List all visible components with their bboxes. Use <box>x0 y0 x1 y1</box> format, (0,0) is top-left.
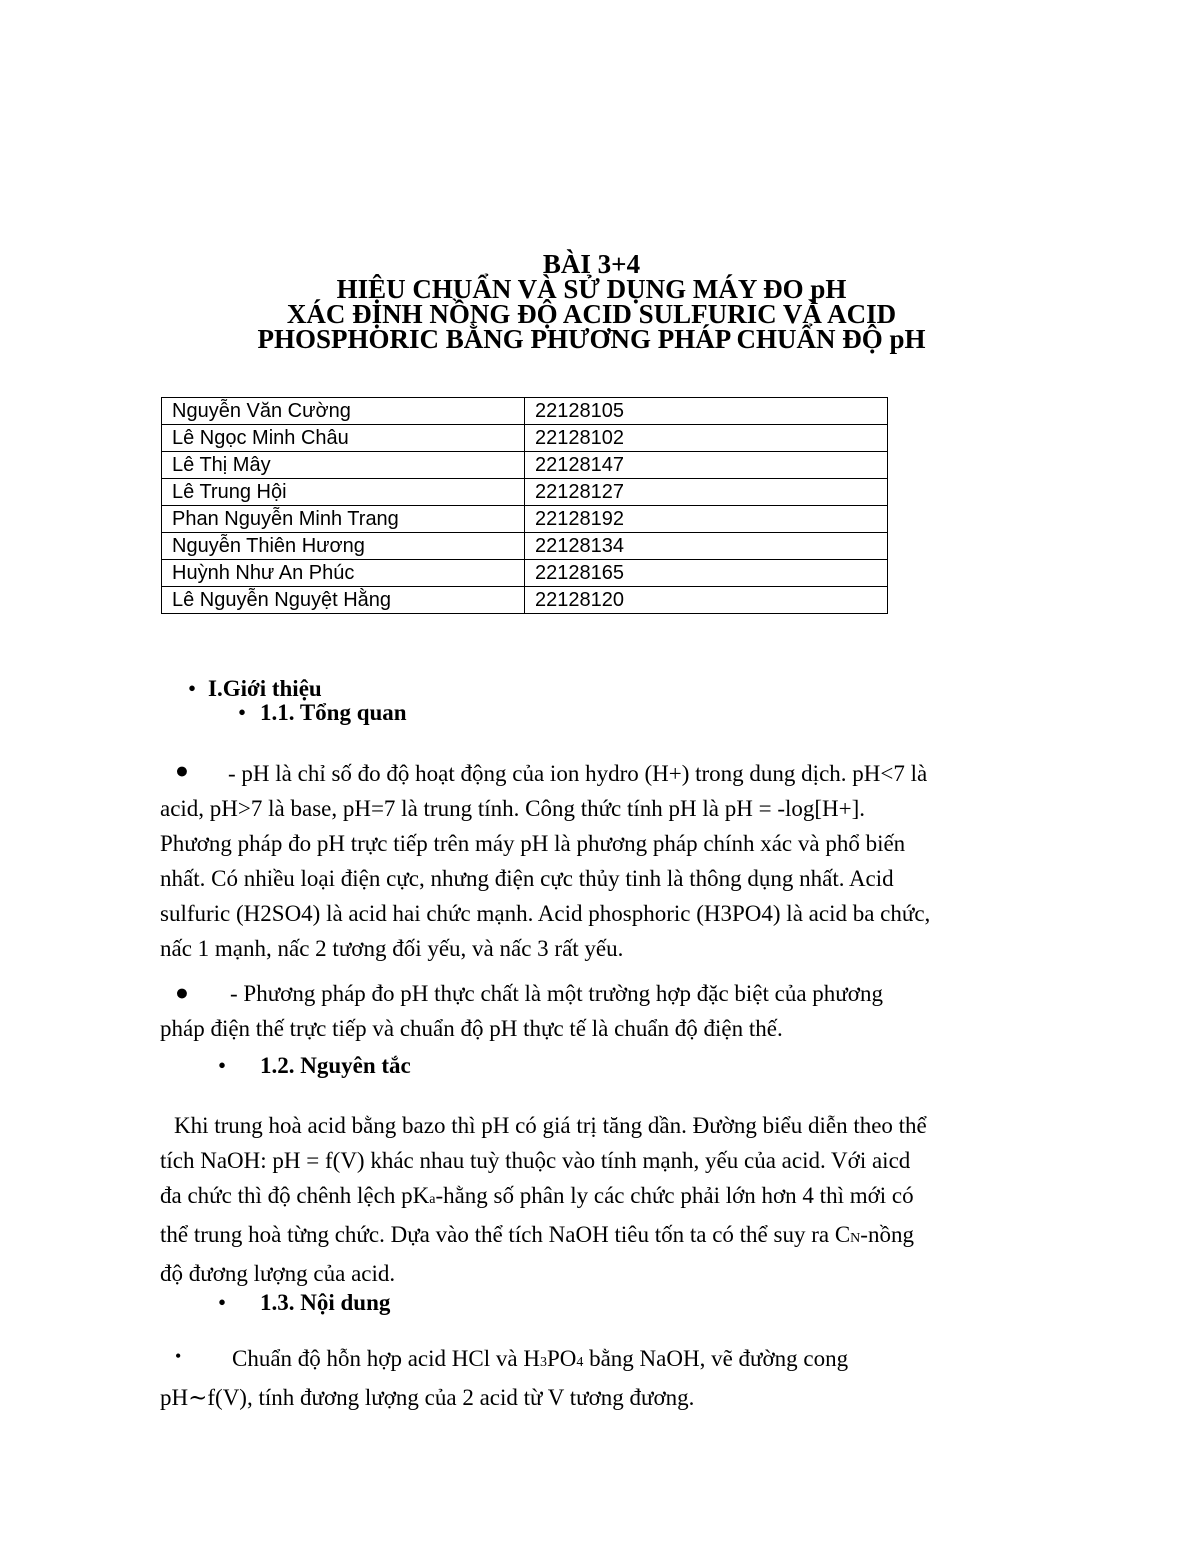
text-line: pH∼f(V), tính đương lượng của 2 acid từ V tương đương. <box>160 1385 695 1410</box>
subsection-heading-2: 1.2. Nguyên tắc <box>260 1053 411 1078</box>
member-id: 22128192 <box>525 506 888 533</box>
member-name: Nguyễn Thiên Hương <box>162 533 525 560</box>
title-line-1: BÀI 3+4 <box>542 249 641 279</box>
member-name: Lê Ngọc Minh Châu <box>162 425 525 452</box>
table-row <box>162 479 888 506</box>
title-line-4: PHOSPHORIC BẰNG PHƯƠNG PHÁP CHUẨN ĐỘ pH <box>257 324 926 354</box>
table-row <box>162 452 888 479</box>
table-row <box>162 587 888 614</box>
member-id: 22128105 <box>525 398 888 425</box>
bullet-icon: ● <box>175 758 189 783</box>
member-id: 22128120 <box>525 587 888 614</box>
member-id: 22128147 <box>525 452 888 479</box>
bullet-icon: • <box>218 1053 227 1078</box>
table-row <box>162 425 888 452</box>
table-row <box>162 398 888 425</box>
text-line: - Phương pháp đo pH thực chất là một trường hợp đặc biệt của phương <box>230 981 883 1006</box>
bullet-icon: ● <box>175 980 189 1005</box>
member-id: 22128127 <box>525 479 888 506</box>
overview-paragraph-2 <box>160 976 1030 1046</box>
member-table <box>161 397 888 614</box>
member-id: 22128165 <box>525 560 888 587</box>
text-line: Phương pháp đo pH trực tiếp trên máy pH là phương pháp chính xác và phổ biến <box>160 831 906 856</box>
bullet-icon: • <box>175 1346 182 1366</box>
bullet-icon: • <box>218 1290 227 1315</box>
member-id: 22128102 <box>525 425 888 452</box>
text-line: đa chức thì độ chênh lệch pKa-hằng số phân ly các chức phải lớn hơn 4 thì mới có <box>160 1183 914 1208</box>
member-name: Lê Nguyễn Nguyệt Hằng <box>162 587 525 614</box>
text-line: sulfuric (H2SO4) là acid hai chức mạnh. Acid phosphoric (H3PO4) là acid ba chức, <box>160 901 931 926</box>
subsection-heading-3: 1.3. Nội dung <box>260 1290 391 1315</box>
member-name: Phan Nguyễn Minh Trang <box>162 506 525 533</box>
subsection-heading-1: 1.1. Tổng quan <box>260 700 407 725</box>
text-line: nấc 1 mạnh, nấc 2 tương đối yếu, và nấc 3 rất yếu. <box>160 936 624 961</box>
principle-paragraph <box>160 1108 1030 1291</box>
table-row <box>162 533 888 560</box>
table-row <box>162 506 888 533</box>
text-line: tích NaOH: pH = f(V) khác nhau tuỳ thuộc vào tính mạnh, yếu của acid. Với aicd <box>160 1148 911 1173</box>
member-name: Lê Thị Mây <box>162 452 525 479</box>
member-name: Huỳnh Như An Phúc <box>162 560 525 587</box>
text-line: nhất. Có nhiều loại điện cực, nhưng điện cực thủy tinh là thông dụng nhất. Acid <box>160 866 894 891</box>
member-name: Nguyễn Văn Cường <box>162 398 525 425</box>
text-line: độ đương lượng của acid. <box>160 1261 396 1286</box>
text-line: thể trung hoà từng chức. Dựa vào thể tích NaOH tiêu tốn ta có thể suy ra CN-nồng <box>160 1222 914 1247</box>
bullet-icon: • <box>188 676 197 701</box>
member-id: 22128134 <box>525 533 888 560</box>
member-name: Lê Trung Hội <box>162 479 525 506</box>
text-line: pháp điện thế trực tiếp và chuẩn độ pH thực tế là chuẩn độ điện thế. <box>160 1016 783 1041</box>
overview-paragraph-1 <box>160 756 1030 966</box>
bullet-icon: • <box>238 700 247 725</box>
title-line-2: HIỆU CHUẨN VÀ SỬ DỤNG MÁY ĐO pH <box>336 274 847 304</box>
text-line: acid, pH>7 là base, pH=7 là trung tính. Công thức tính pH là pH = -log[H+]. <box>160 796 866 821</box>
text-line: Chuẩn độ hỗn hợp acid HCl và H3PO4 bằng NaOH, vẽ đường cong <box>232 1346 849 1371</box>
document-title <box>0 249 1183 354</box>
table-row <box>162 560 888 587</box>
text-line: Khi trung hoà acid bằng bazo thì pH có giá trị tăng dần. Đường biểu diễn theo thể <box>174 1113 927 1138</box>
text-line: - pH là chỉ số đo độ hoạt động của ion hydro (H+) trong dung dịch. pH<7 là <box>228 761 928 786</box>
title-line-3: XÁC ĐỊNH NỒNG ĐỘ ACID SULFURIC VÀ ACID <box>286 299 897 329</box>
content-paragraph <box>160 1341 1030 1415</box>
section-heading: I.Giới thiệu <box>208 676 322 701</box>
